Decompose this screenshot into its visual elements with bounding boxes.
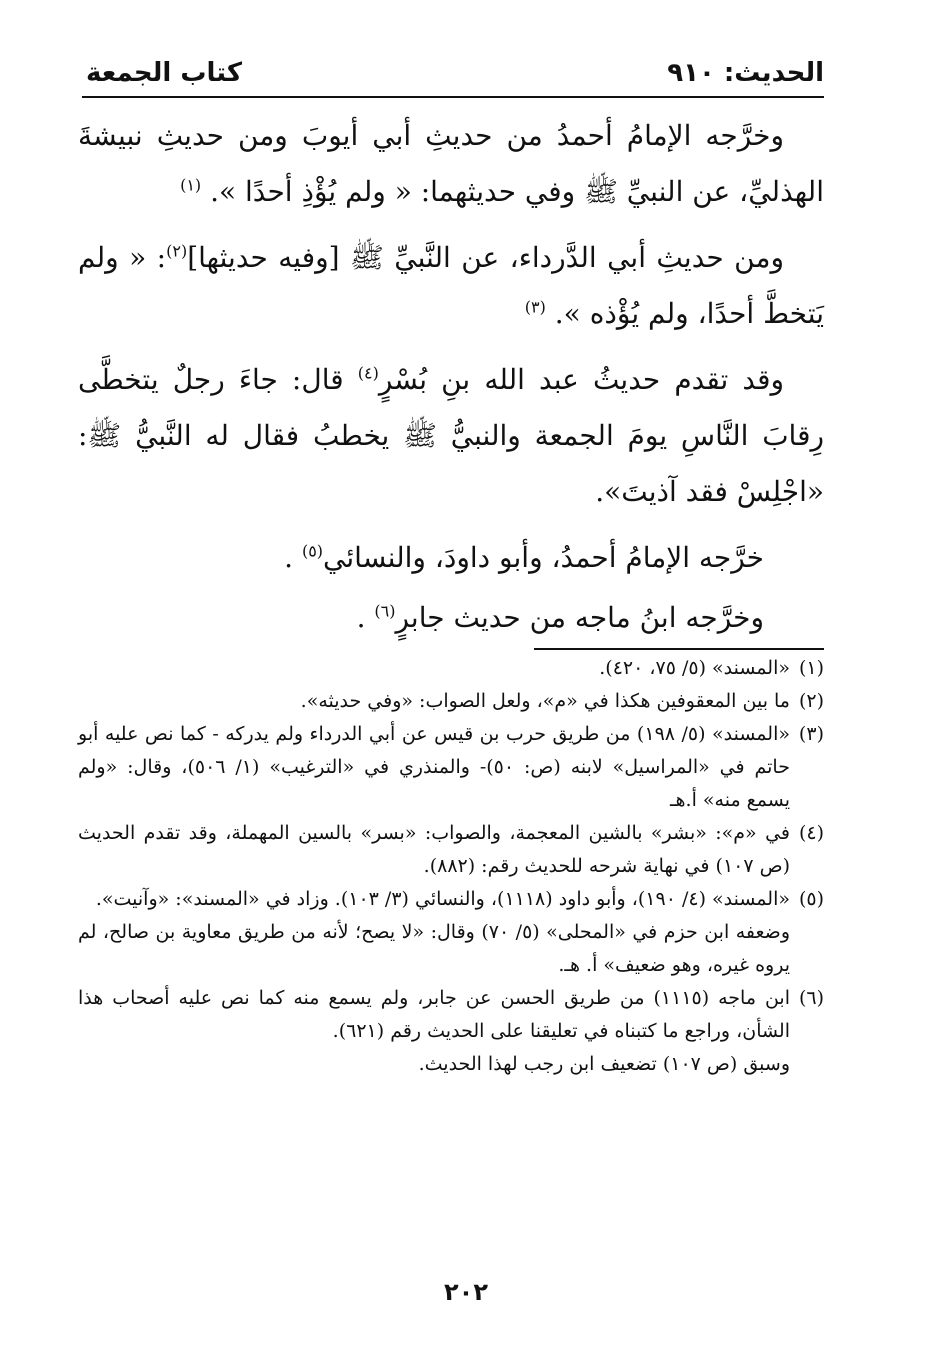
- footnote-5-continuation: وضعفه ابن حزم في «المحلى» (٥/ ٧٠) وقال: «لا يصح؛ لأنه من طريق معاوية بن صالح، لم يروه غيره، وهو ضعيف» أ. هـ.: [78, 921, 790, 976]
- footnote-2-text: ما بين المعقوفين هكذا في «م»، ولعل الصواب: «وفي حديثه».: [300, 690, 790, 712]
- footnote-4-number: (٤): [798, 822, 824, 844]
- footnote-ref-1: (١): [180, 175, 202, 195]
- paragraph-2-text-a: ومن حديثِ أبي الدَّرداء، عن النَّبيِّ ﷺ [وفيه حديثها]: [187, 241, 784, 274]
- paragraph-5-text: وخرَّجه ابنُ ماجه من حديث جابرٍ: [395, 601, 764, 634]
- footnote-6-continuation: وسبق (ص ١٠٧) تضعيف ابن رجب لهذا الحديث.: [418, 1053, 790, 1075]
- paragraph-4-text: خرَّجه الإمامُ أحمدُ، وأبو داودَ، والنسائي: [323, 541, 764, 574]
- footnote-4-text: في «م»: «بشر» بالشين المعجمة، والصواب: «بسر» بالسين المهملة، وقد تقدم الحديث (ص ١٠٧) في نهاية شرحه للحديث رقم: (٨٨٢).: [78, 822, 790, 877]
- footnotes-section: [78, 652, 824, 1081]
- footnote-2: [78, 685, 824, 718]
- footnote-3-text: «المسند» (٥/ ١٩٨) من طريق حرب بن قيس عن أبي الدرداء ولم يدركه - كما نص عليه أبو حاتم في «المراسيل» لابنه (ص: ٥٠)- والمنذري في «الترغيب» (١/ ٥٠٦)، وقال: «ولم يسمع منه» أ.هـ: [78, 723, 790, 811]
- paragraph-5: [78, 590, 824, 646]
- footnote-ref-5: (٥): [301, 541, 324, 561]
- footnote-6-text: ابن ماجه (١١١٥) من طريق الحسن عن جابر، ولم يسمع منه كما نص عليه أصحاب هذا الشأن، وراجع ما كتبناه في تعليقنا على الحديث رقم (٦٢١).: [78, 987, 791, 1042]
- footnote-3-number: (٣): [798, 723, 824, 745]
- footnote-1-number: (١): [798, 657, 824, 679]
- footnote-6-number: (٦): [798, 987, 825, 1009]
- footnote-5: [78, 883, 824, 916]
- footnote-1-text: «المسند» (٥/ ٧٥، ٤٢٠).: [599, 657, 790, 679]
- running-header: [82, 56, 824, 98]
- page-number: ٢٠٢: [444, 1278, 488, 1306]
- paragraph-4-end: .: [284, 541, 294, 574]
- paragraph-3: [78, 352, 824, 520]
- footnote-divider: [534, 648, 824, 650]
- paragraph-1-text: وخرَّجه الإمامُ أحمدُ من حديثِ أبي أيوبَ ومن حديثِ نبيشةَ الهذليِّ، عن النبيِّ ﷺ وفي حديثهما: « ولم يُؤْذِ أحدًا ».: [78, 119, 824, 208]
- footnote-6: [78, 982, 824, 1048]
- paragraph-3-text-b: قال: جاءَ رجلٌ يتخطَّى رِقابَ النَّاسِ يومَ الجمعة والنبيُّ ﷺ يخطبُ فقال له النَّبيُّ ﷺ: «اجْلِسْ فقد آذيتَ».: [78, 363, 824, 508]
- footnote-1: [78, 652, 824, 685]
- paragraph-5-end: .: [356, 601, 366, 634]
- footnote-4: [78, 817, 824, 883]
- paragraph-2-text-b: : « ولم يَتخطَّ أحدًا، ولم يُؤْذه ».: [78, 241, 824, 330]
- paragraph-3-text-a: وقد تقدم حديثُ عبد الله بنِ بُسْرٍ: [378, 363, 784, 396]
- footnote-ref-2: (٢): [166, 241, 188, 261]
- main-text: [78, 108, 824, 650]
- footnote-5-text: «المسند» (٤/ ١٩٠)، وأبو داود (١١١٨)، والنسائي (٣/ ١٠٣). وزاد في «المسند»: «وآنيت».: [95, 888, 790, 910]
- paragraph-1: [78, 108, 824, 220]
- paragraph-4: [78, 530, 824, 586]
- footnote-2-number: (٢): [798, 690, 824, 712]
- footnote-3: [78, 718, 824, 817]
- hadith-number-label: الحديث: ٩١٠: [667, 58, 824, 88]
- paragraph-2: [78, 230, 824, 342]
- footnote-ref-4: (٤): [357, 363, 379, 383]
- footnote-ref-3: (٣): [524, 297, 546, 317]
- footnote-5-number: (٥): [798, 888, 824, 910]
- footnote-ref-6: (٦): [374, 601, 396, 621]
- book-title: كتاب الجمعة: [86, 58, 242, 88]
